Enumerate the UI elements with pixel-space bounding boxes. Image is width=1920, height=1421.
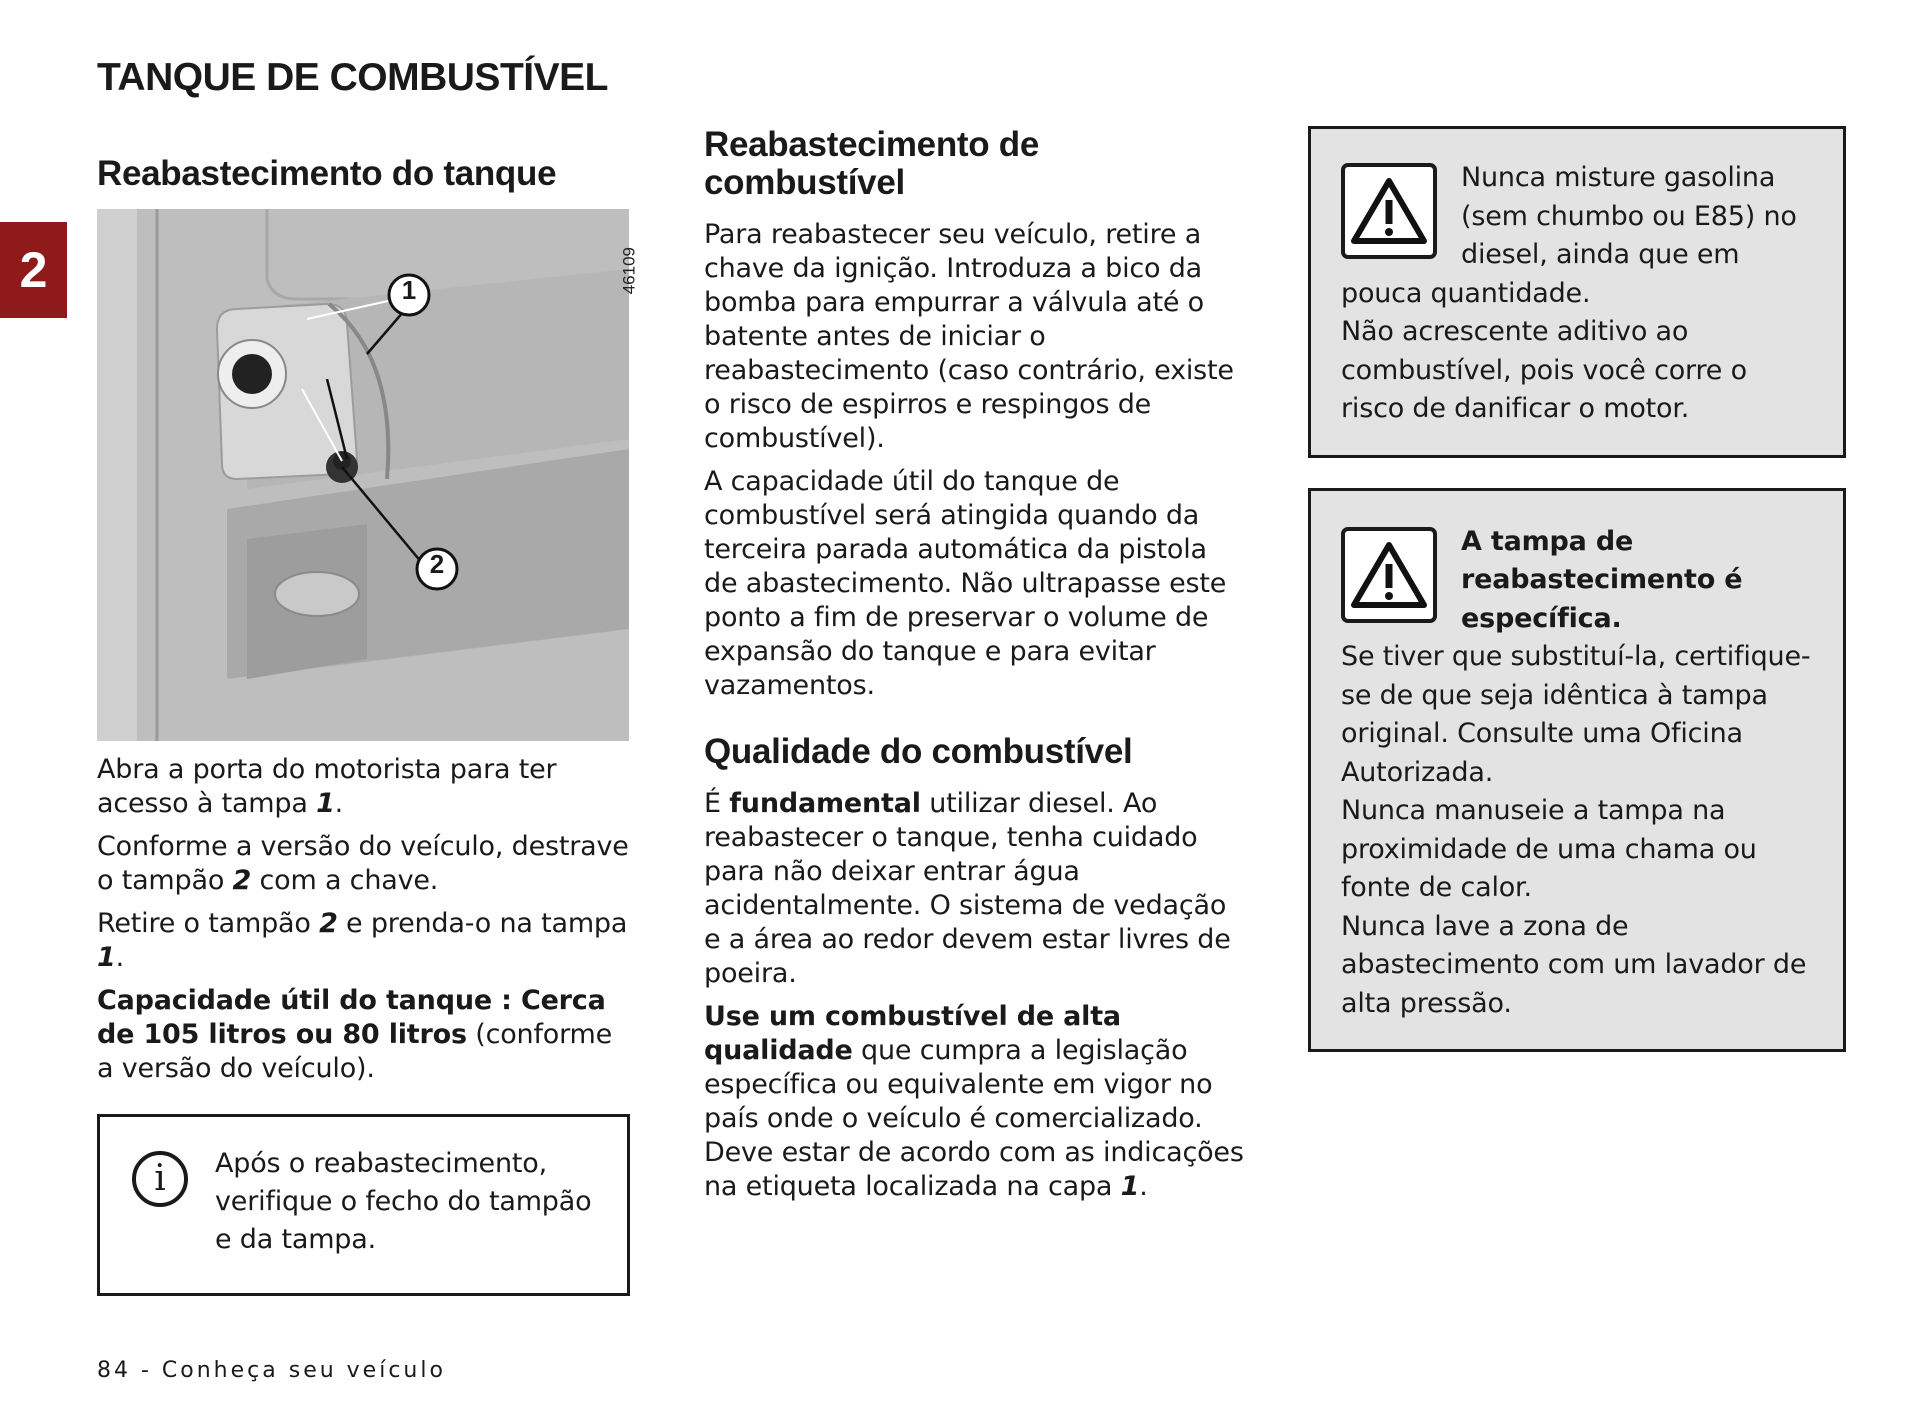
column-left [97,154,638,1296]
paragraph-use-diesel: É fundamental utilizar diesel. Ao reabastecer o tanque, tenha cuidado para não deixar entrar água acidentalmente. O sistema de vedação e a área ao redor devem estar livres de poeira. [704,788,1231,989]
figure-callout-1: 1 [401,275,417,305]
column-middle [704,126,1244,1213]
column-right [1308,126,1843,1082]
paragraph-remove-cap: Retire o tampão 2 e prenda-o na tampa 1. [97,908,628,973]
section-heading-fuel-quality: Qualidade do combustível [704,732,1133,771]
paragraph-refuel-procedure: Para reabastecer seu veículo, retire a chave da ignição. Introduza a bico da bomba para empurrar a válvula até o batente antes de iniciar o reabastecimento (caso contrário, existe o risco de espirros e respingos de combustível). [704,219,1234,454]
warning-text-pressure-wash: Nunca lave a zona de abastecimento com um lavador de alta pressão. [1341,910,1807,1019]
paragraph-tank-capacity: Capacidade útil do tanque : Cerca de 105 litros ou 80 litros (conforme a versão do veículo). [97,985,613,1084]
section-heading-refuelling-fuel: Reabastecimento de combustível [704,125,1039,202]
warning-box-fuel-mix [1308,126,1846,458]
page-footer: 84 - Conheça seu veículo [97,1358,446,1383]
page-title: TANQUE DE COMBUSTÍVEL [97,56,608,99]
figure-code: 46109 [619,247,638,295]
warning-triangle-icon [1341,527,1437,623]
warning-text-flame: Nunca manuseie a tampa na proximidade de uma chama ou fonte de calor. [1341,795,1757,903]
warning-triangle-icon [1341,163,1437,259]
warning-text-no-additive: Não acrescente aditivo ao combustível, pois você corre o risco de danificar o motor. [1341,316,1747,424]
warning-text-no-mix: Nunca misture gasolina (sem chumbo ou E85) no diesel, ainda que em pouca quantidade. [1341,162,1797,309]
fuel-flap-illustration [97,209,638,741]
figure-callout-2: 2 [429,549,445,579]
section-heading-refuelling-tank: Reabastecimento do tanque [97,154,557,193]
paragraph-open-door: Abra a porta do motorista para ter acesso à tampa 1. [97,754,557,819]
paragraph-high-quality-fuel: Use um combustível de alta qualidade que cumpra a legislação específica ou equivalente em vigor no país onde o veículo é comercializado. Deve estar de acordo com as indicações na etiqueta localizada na capa 1. [704,1001,1244,1202]
paragraph-useful-capacity: A capacidade útil do tanque de combustível será atingida quando da terceira parada automática da pistola de abastecimento. Não ultrapasse este ponto a fim de preservar o volume de expansão do tanque e para evitar vazamentos. [704,466,1227,701]
paragraph-unlock-cap: Conforme a versão do veículo, destrave o tampão 2 com a chave. [97,831,629,896]
chapter-tab: 2 [0,222,67,318]
info-note-text: Após o reabastecimento, verifique o fecho do tampão e da tampa. [215,1148,592,1255]
info-note-box [97,1114,630,1296]
warning-title-specific-cap: A tampa de reabastecimento é específica. [1461,525,1743,634]
info-icon: i [132,1151,188,1207]
warning-text-replace-cap: Se tiver que substituí-la, certifique-se de que seja idêntica à tampa original. Consulte uma Oficina Autorizada. [1341,641,1811,788]
warning-box-specific-cap [1308,488,1846,1053]
fuel-flap-drawing [97,209,629,741]
